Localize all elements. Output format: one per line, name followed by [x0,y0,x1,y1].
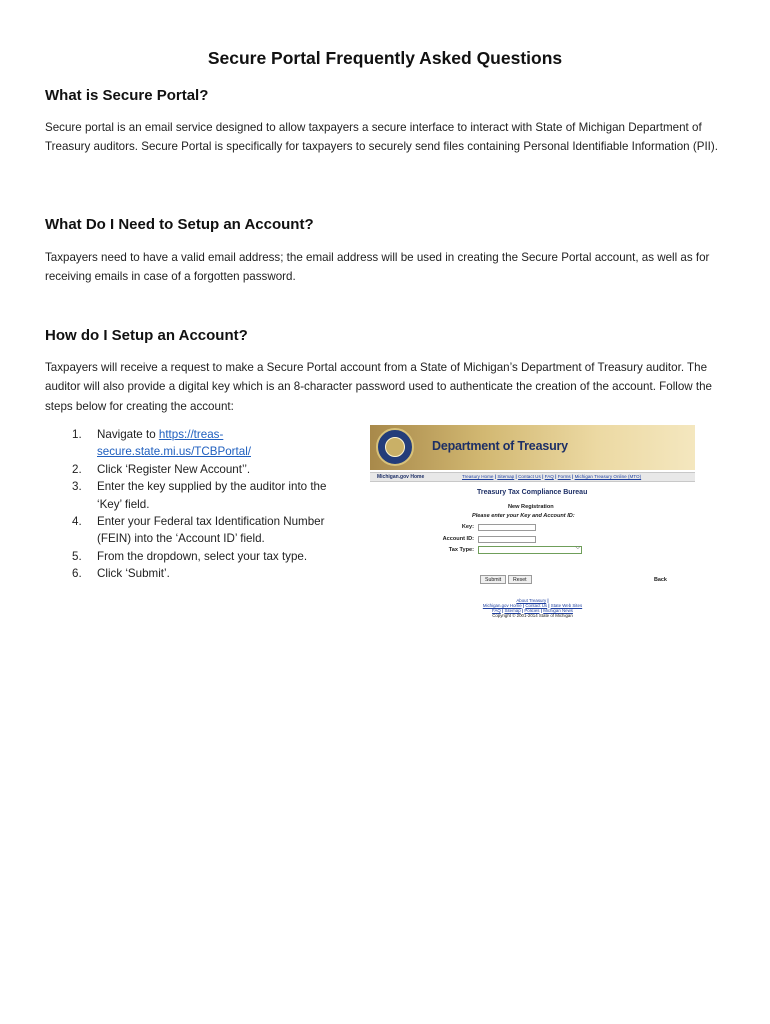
heading-what-do-i-need: What Do I Need to Setup an Account? [45,216,314,233]
footer-separator: | [522,603,525,608]
footer-link: Sitemap [504,608,521,613]
step-item [72,461,347,478]
footer-link: FAQ [492,608,501,613]
footer-copyright: Copyright © 2001-2014 State of Michigan [492,613,573,618]
step-text: Enter your Federal tax Identification Number (FEIN) into the ‘Account ID’ field. [97,515,325,546]
footer-link: State Web Sites [550,603,583,608]
footer-separator: | [548,603,550,608]
nav-michigan-home: Michigan.gov Home [377,474,425,480]
portal-link-line2: secure.state.mi.us/TCBPortal/ [97,445,251,459]
michigan-seal-icon [376,428,414,466]
new-registration-heading: New Registration [508,504,554,510]
step-item [72,565,347,582]
nav-link: Contact Us [518,474,541,479]
paragraph-how-do-i-setup: Taxpayers will receive a request to make a Secure Portal account from a State of Michigan’s Department of Treasury auditor. The auditor will also provide a digital key which is an 8-character password used to authenticate the creation of the account. Follow the steps below for creating the account: [45,361,713,413]
nav-separator: | [572,474,574,479]
step-text: Click ‘Register New Account’’. [97,462,251,476]
portal-link-line1: https://treas- [158,428,224,441]
nav-link: Sitemap [497,474,515,479]
nav-separator: | [555,474,557,479]
step-text: Enter the key supplied by the auditor into the ‘Key’ field. [97,480,327,511]
nav-separator: | [542,474,544,479]
step-number: 6. [72,567,82,581]
footer-link: Contact Us [525,603,548,608]
chevron-down-icon: ⌵ [575,545,580,551]
paragraph-what-is-secure-portal: Secure portal is an email service designed to allow taxpayers a secure interface to interact with State of Michigan Department of Treasury auditors. Secure Portal is specifically for taxpayers to securely send files containing Personal Identifiable Information (PII). [45,121,718,154]
step-text: Click ‘Submit’. [97,567,170,581]
step-text: From the dropdown, select your tax type. [97,549,308,563]
nav-link: Michigan Treasury Online (MTO) [574,474,642,479]
footer-separator: | [547,598,549,603]
tax-type-select [478,546,582,554]
bureau-title: Treasury Tax Compliance Bureau [477,489,588,496]
setup-steps-list [72,426,347,583]
account-id-field [478,536,536,543]
nav-link: Forms [557,474,571,479]
document-title: Secure Portal Frequently Asked Questions [207,48,563,68]
key-field [478,524,536,531]
footer-separator: | [502,608,504,613]
submit-button: Submit [480,575,506,584]
back-link: Back [654,577,667,583]
step-item [72,478,347,513]
nav-separator: | [494,474,497,479]
step-item [72,426,347,461]
registration-prompt: Please enter your Key and Account ID: [472,513,575,519]
heading-how-do-i-setup: How do I Setup an Account? [45,327,248,344]
step-number: 2. [72,462,82,476]
footer-link: About Treasury [516,598,547,603]
step-number: 1. [72,428,82,441]
nav-links [462,474,641,479]
treasury-banner [370,425,695,470]
step-text: Navigate to [97,428,159,441]
registration-screenshot [370,425,695,625]
reset-button: Reset [508,575,532,584]
footer-link: Michigan News [543,608,573,613]
nav-link: Treasury Home [462,474,494,479]
screenshot-nav-bar [370,472,695,482]
footer-link: Michigan.gov Home [482,603,522,608]
key-label: Key: [461,524,474,530]
account-id-label: Account ID: [442,536,474,542]
banner-title: Department of Treasury [432,439,568,453]
step-item [72,513,347,548]
step-number: 4. [72,515,82,529]
nav-link: FAQ [544,474,554,479]
footer-link: Policies [524,608,540,613]
step-item [72,548,347,565]
step-number: 3. [72,480,82,494]
tax-type-label: Tax Type: [448,547,474,553]
step-number: 5. [72,549,82,563]
footer-separator: | [540,608,542,613]
nav-separator: | [515,474,517,479]
paragraph-what-do-i-need: Taxpayers need to have a valid email address; the email address will be used in creating the Secure Portal account, as well as for receiving emails in case of a forgotten password. [45,251,710,284]
footer-separator: | [521,608,524,613]
heading-what-is-secure-portal: What is Secure Portal? [45,87,209,104]
